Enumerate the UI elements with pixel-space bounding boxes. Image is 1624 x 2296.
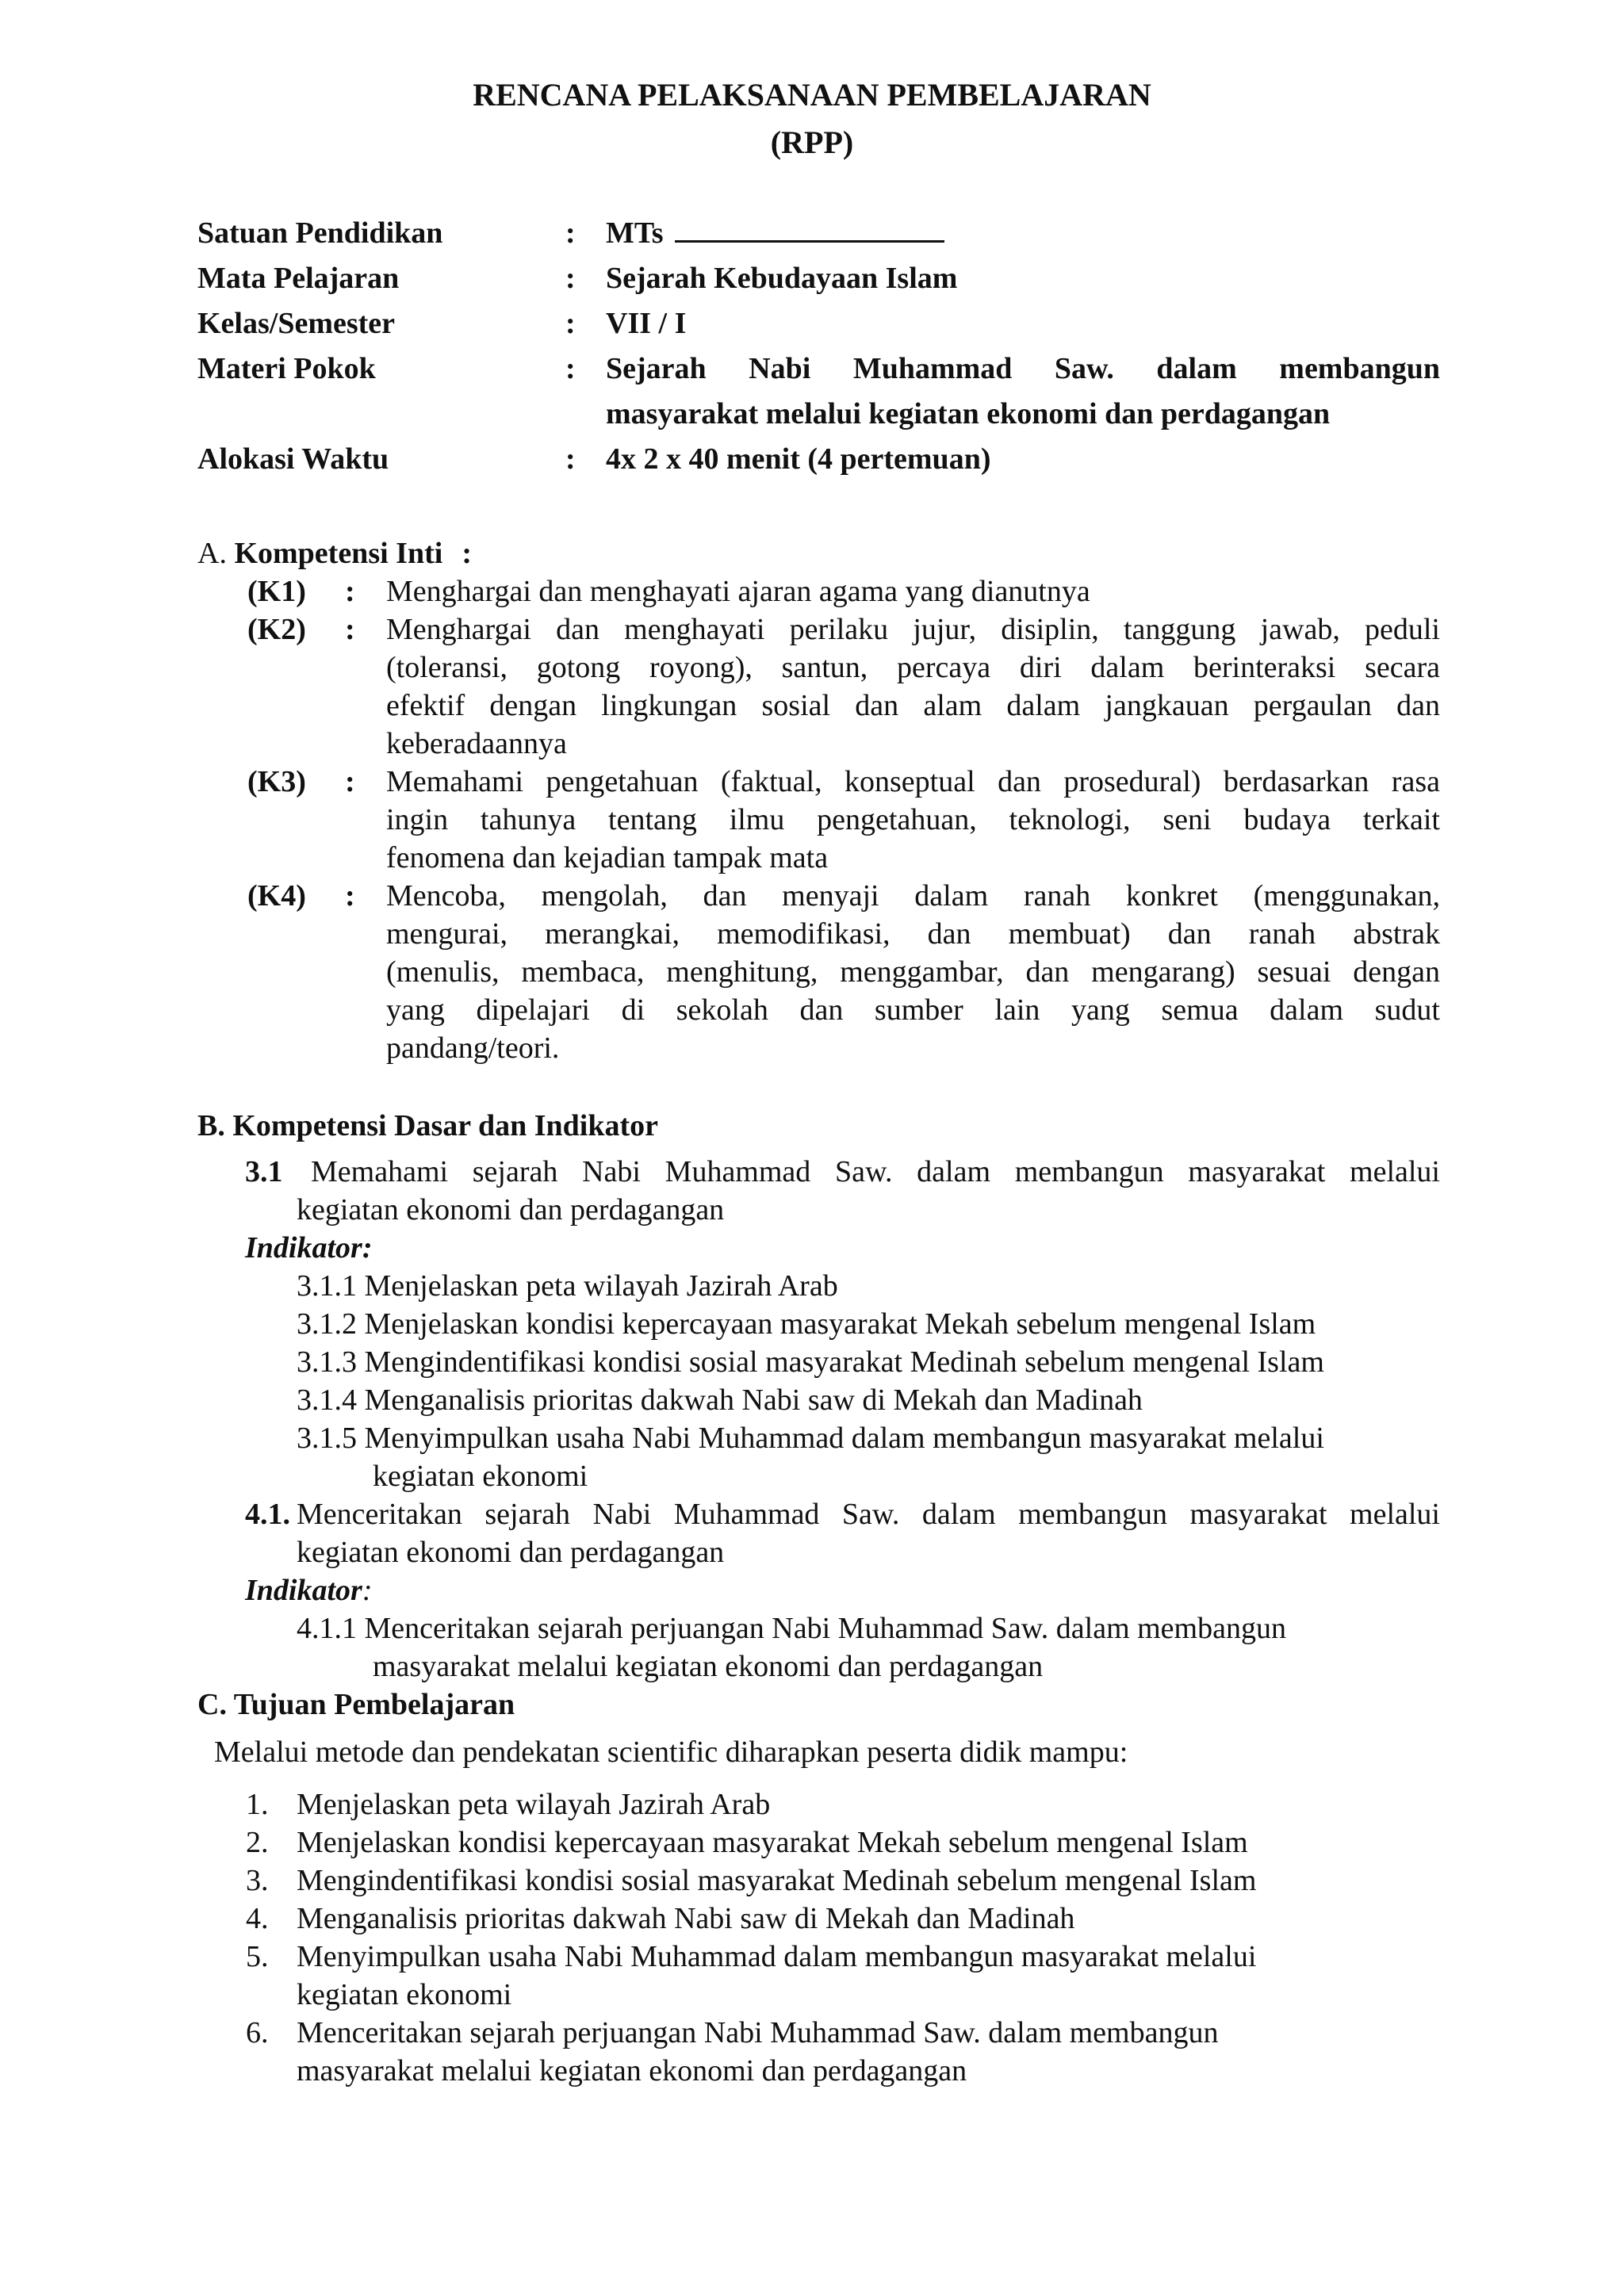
indicator-item: kegiatan ekonomi xyxy=(373,1460,588,1493)
identity-value: MTs xyxy=(606,214,944,252)
identity-colon: : xyxy=(565,262,576,295)
list-item: Menjelaskan kondisi kepercayaan masyarakat Mekah sebelum mengenal Islam xyxy=(297,1826,1248,1859)
identity-label: Mata Pelajaran xyxy=(197,262,400,295)
list-number: 4. xyxy=(246,1902,269,1935)
indicator-item: 3.1.5 Menyimpulkan usaha Nabi Muhammad dalam membangun masyarakat melalui xyxy=(297,1422,1324,1455)
list-item: Menganalisis prioritas dakwah Nabi saw di Mekah dan Madinah xyxy=(297,1902,1075,1935)
ki-text: yang dipelajari di sekolah dan sumber lain yang semua dalam sudut xyxy=(386,993,1440,1027)
identity-value: masyarakat melalui kegiatan ekonomi dan perdagangan xyxy=(606,397,1331,430)
indicator-item: 3.1.2 Menjelaskan kondisi kepercayaan masyarakat Mekah sebelum mengenal Islam xyxy=(297,1307,1316,1341)
identity-label: Kelas/Semester xyxy=(197,307,396,340)
section-c-heading: C. Tujuan Pembelajaran xyxy=(197,1688,515,1721)
kd-text: kegiatan ekonomi dan perdagangan xyxy=(297,1193,725,1226)
list-item: Menceritakan sejarah perjuangan Nabi Muhammad Saw. dalam membangun xyxy=(297,2016,1219,2049)
identity-value: Sejarah Kebudayaan Islam xyxy=(606,262,958,295)
indicator-item: 3.1.4 Menganalisis prioritas dakwah Nabi saw di Mekah dan Madinah xyxy=(297,1383,1143,1417)
identity-colon: : xyxy=(565,307,576,340)
indicator-item: 3.1.3 Mengindentifikasi kondisi sosial masyarakat Medinah sebelum mengenal Islam xyxy=(297,1345,1324,1379)
identity-label: Satuan Pendidikan xyxy=(197,216,443,250)
identity-value: 4x 2 x 40 menit (4 pertemuan) xyxy=(606,442,991,476)
ki-text: keberadaannya xyxy=(386,727,567,760)
ki-colon: : xyxy=(345,765,355,798)
identity-label: Alokasi Waktu xyxy=(197,442,389,476)
document-subtitle: (RPP) xyxy=(770,124,854,160)
ki-colon: : xyxy=(345,575,355,608)
identity-value: VII / I xyxy=(606,307,687,340)
document-title: RENCANA PELAKSANAAN PEMBELAJARAN xyxy=(473,77,1151,113)
section-a-heading: A. Kompetensi Inti : xyxy=(197,537,472,570)
list-item: Menyimpulkan usaha Nabi Muhammad dalam membangun masyarakat melalui xyxy=(297,1940,1257,1973)
ki-text: Mencoba, mengolah, dan menyaji dalam ranah konkret (menggunakan, xyxy=(386,879,1440,913)
list-number: 5. xyxy=(246,1940,269,1973)
section-b-heading: B. Kompetensi Dasar dan Indikator xyxy=(197,1109,659,1142)
ki-code: (K4) xyxy=(247,879,306,913)
kd-text: kegiatan ekonomi dan perdagangan xyxy=(297,1536,725,1569)
identity-value: Sejarah Nabi Muhammad Saw. dalam membangun xyxy=(606,352,1440,385)
list-number: 2. xyxy=(246,1826,269,1859)
section-c-intro: Melalui metode dan pendekatan scientific diharapkan peserta didik mampu: xyxy=(214,1735,1128,1769)
identity-colon: : xyxy=(565,352,576,385)
ki-text: fenomena dan kejadian tampak mata xyxy=(386,841,829,874)
ki-text: Menghargai dan menghayati ajaran agama yang dianutnya xyxy=(386,575,1090,608)
ki-text: efektif dengan lingkungan sosial dan alam dalam jangkauan pergaulan dan xyxy=(386,689,1440,722)
indikator-label: Indikator: xyxy=(245,1231,373,1265)
identity-label: Materi Pokok xyxy=(197,352,376,385)
indicator-item: 4.1.1 Menceritakan sejarah perjuangan Nabi Muhammad Saw. dalam membangun xyxy=(297,1612,1286,1645)
kd-number: 3.1 xyxy=(245,1155,283,1188)
blank-line xyxy=(675,216,944,243)
indikator-label: Indikator: xyxy=(245,1574,373,1607)
identity-colon: : xyxy=(565,216,576,250)
indicator-item: masyarakat melalui kegiatan ekonomi dan perdagangan xyxy=(373,1650,1044,1683)
identity-colon: : xyxy=(565,442,576,476)
ki-text: ingin tahunya tentang ilmu pengetahuan, teknologi, seni budaya terkait xyxy=(386,803,1440,836)
ki-code: (K1) xyxy=(247,575,306,608)
ki-code: (K2) xyxy=(247,613,306,646)
kd-text: Menceritakan sejarah Nabi Muhammad Saw. dalam membangun masyarakat melalui xyxy=(297,1498,1440,1531)
kd-number: 4.1. xyxy=(245,1498,290,1531)
ki-colon: : xyxy=(345,613,355,646)
ki-colon: : xyxy=(345,879,355,913)
list-number: 3. xyxy=(246,1864,269,1897)
ki-text: mengurai, merangkai, memodifikasi, dan membuat) dan ranah abstrak xyxy=(386,917,1440,951)
ki-code: (K3) xyxy=(247,765,306,798)
list-item: Mengindentifikasi kondisi sosial masyarakat Medinah sebelum mengenal Islam xyxy=(297,1864,1257,1897)
list-number: 1. xyxy=(246,1788,269,1821)
ki-text: (menulis, membaca, menghitung, menggambar, dan mengarang) sesuai dengan xyxy=(386,955,1440,989)
indicator-item: 3.1.1 Menjelaskan peta wilayah Jazirah Arab xyxy=(297,1269,838,1303)
ki-text: Memahami pengetahuan (faktual, konseptual dan prosedural) berdasarkan rasa xyxy=(386,765,1440,798)
list-item: Menjelaskan peta wilayah Jazirah Arab xyxy=(297,1788,771,1821)
ki-text: (toleransi, gotong royong), santun, percaya diri dalam berinteraksi secara xyxy=(386,651,1440,684)
list-number: 6. xyxy=(246,2016,269,2049)
ki-text: Menghargai dan menghayati perilaku jujur, disiplin, tanggung jawab, peduli xyxy=(386,613,1440,646)
list-item: masyarakat melalui kegiatan ekonomi dan perdagangan xyxy=(297,2054,967,2087)
kd-text: Memahami sejarah Nabi Muhammad Saw. dalam membangun masyarakat melalui xyxy=(311,1155,1440,1188)
ki-text: pandang/teori. xyxy=(386,1031,560,1065)
list-item: kegiatan ekonomi xyxy=(297,1978,512,2011)
